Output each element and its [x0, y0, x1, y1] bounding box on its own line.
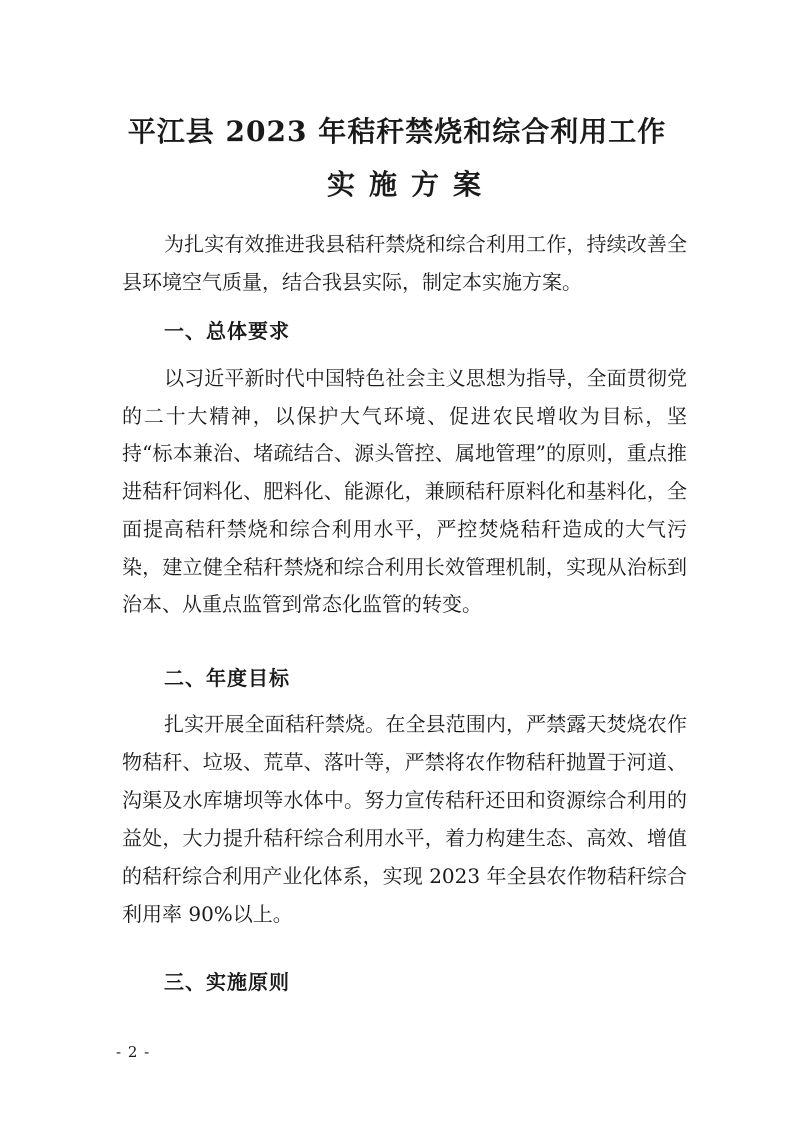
- section-1-paragraph: 以习近平新时代中国特色社会主义思想为指导，全面贯彻党的二十大精神，以保护大气环境、促进农民增收为目标，坚持“标本兼治、堵疏结合、源头管控、属地管理”的原则，重点推进秸秆饲料化、肥料化、能源化，兼顾秸秆原料化和基料化，全面提高秸秆禁烧和综合利用水平，严控焚烧秸秆造成的大气污染，建立健全秸秆禁烧和综合利用长效管理机制，实现从治标到治本、从重点监管到常态化监管的转变。: [122, 366, 687, 617]
- intro-paragraph: 为扎实有效推进我县秸秆禁烧和综合利用工作，持续改善全县环境空气质量，结合我县实际，制定本实施方案。: [122, 232, 687, 294]
- section-2-heading: 二、年度目标: [164, 666, 290, 690]
- document-title-line-2: 实施方案: [326, 168, 495, 201]
- section-2-paragraph: 扎实开展全面秸秆禁烧。在全县范围内，严禁露天焚烧农作物秸秆、垃圾、荒草、落叶等，严禁将农作物秸秆抛置于河道、沟渠及水库塘坝等水体中。努力宣传秸秆还田和资源综合利用的益处，大力提升秸秆综合利用水平，着力构建生态、高效、增值的秸秆综合利用产业化体系，实现 2023 年全县农作物秸秆综合利用率 90%以上。: [122, 712, 687, 926]
- page-number: - 2 -: [116, 1043, 151, 1061]
- document-title-line-1: 平江县 2023 年秸秆禁烧和综合利用工作: [127, 115, 667, 148]
- section-1-heading: 一、总体要求: [164, 319, 290, 343]
- section-3-heading: 三、实施原则: [164, 970, 290, 994]
